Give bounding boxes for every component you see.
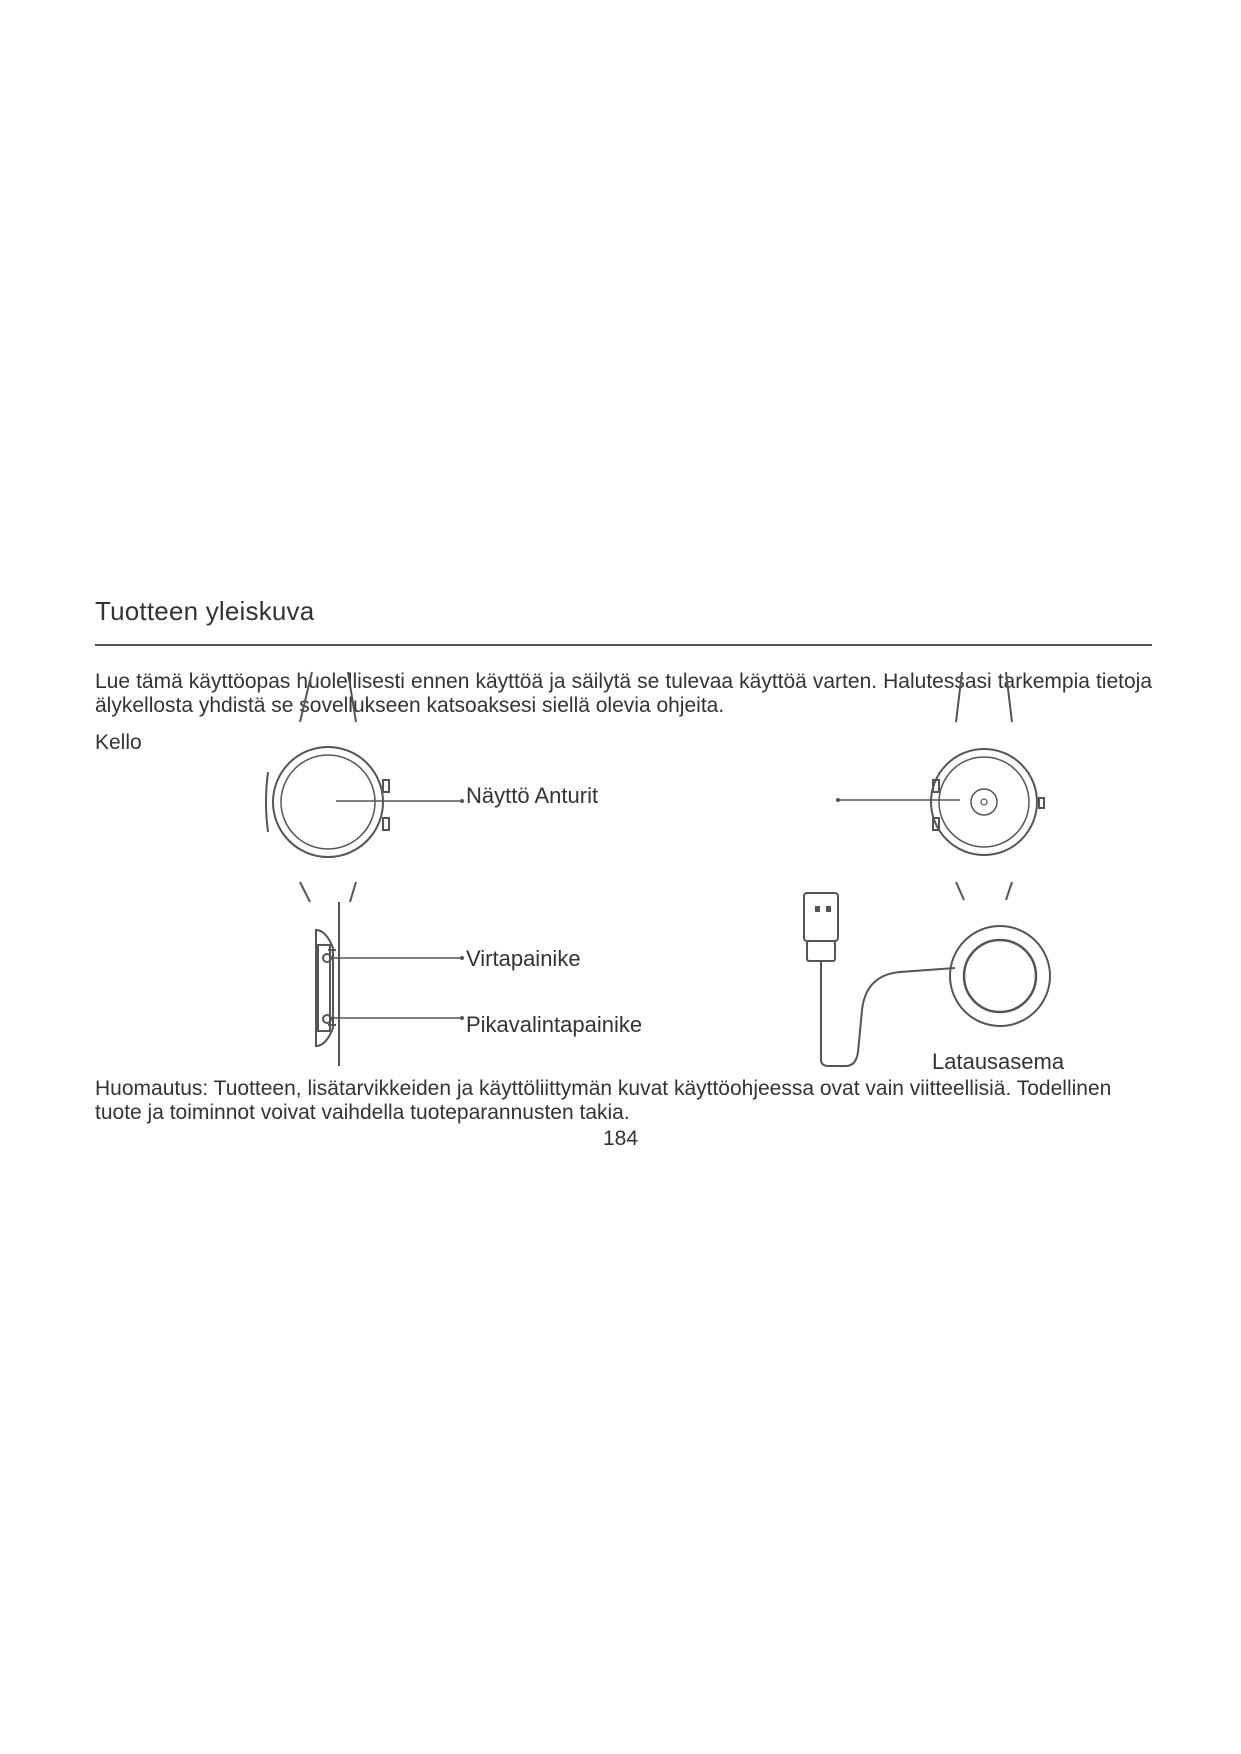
watch-side-illustration (316, 902, 464, 1066)
figure-caption: Kello (95, 731, 142, 754)
power-button-label: Virtapainike (466, 946, 581, 971)
charging-dock-label: Latausasema (932, 1049, 1065, 1074)
intro-paragraph: Lue tämä käyttöopas huolellisesti ennen käyttöä ja säilytä se tulevaa käyttöä varten. Halutessasi tarkempia tietoja älykellosta yhdistä se sovellukseen katsoaksesi siellä olevia ohjeita. (95, 670, 1152, 717)
watch-back-illustration (836, 672, 1044, 900)
section-title: Tuotteen yleiskuva (95, 596, 315, 626)
quick-button-label: Pikavalintapainike (466, 1012, 643, 1037)
display-sensors-label: Näyttö Anturit (466, 783, 599, 808)
charging-dock-illustration (804, 893, 1050, 1066)
page-number: 184 (602, 1127, 639, 1150)
disclaimer-note: Huomautus: Tuotteen, lisätarvikkeiden ja käyttöliittymän kuvat käyttöohjeessa ovat vain viitteellisiä. Todellinen tuote ja toiminnot voivat vaihdella tuoteparannusten takia. (95, 1077, 1112, 1124)
watch-front-illustration (266, 672, 464, 902)
